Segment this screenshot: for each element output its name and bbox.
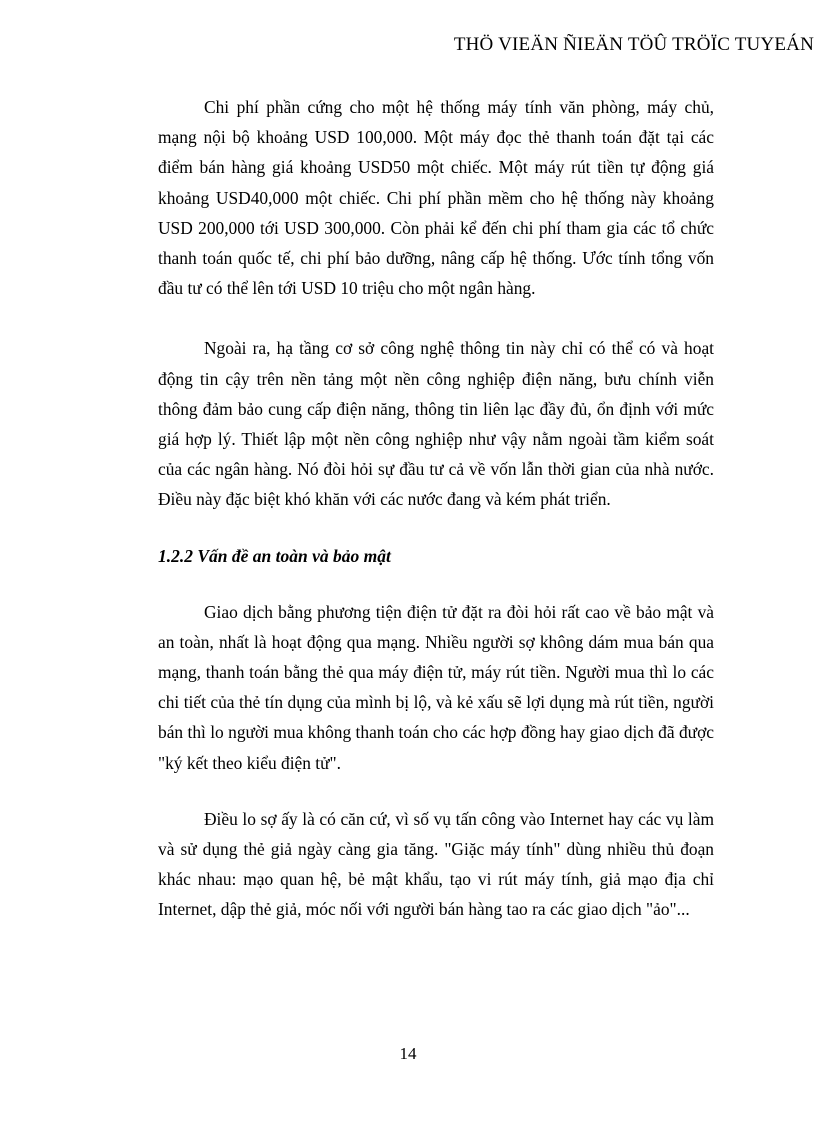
paragraph-spacer [158,778,714,804]
paragraph-security-concerns: Giao dịch bằng phương tiện điện tử đặt ra đòi hỏi rất cao về bảo mật và an toàn, nhất là hoạt động qua mạng. Nhiều người sợ không dám mua bán qua mạng, thanh toán bằng thẻ qua máy điện tử, máy rút tiền. Người mua thì lo các chi tiết của thẻ tín dụng của mình bị lộ, và kẻ xấu sẽ lợi dụng mà rút tiền, người bán thì lo người mua không thanh toán cho các hợp đồng hay giao dịch đã được "ký kết theo kiểu điện tử". [158,601,714,773]
page-number: 14 [399,1044,417,1063]
paragraph-spacer [158,303,714,333]
running-header: THÖ VIEÄN ÑIEÄN TÖÛ TRÖÏC TUYEÁN [453,34,814,55]
page-body [158,92,714,925]
paragraph-infrastructure: Ngoài ra, hạ tầng cơ sở công nghệ thông tin này chỉ có thể có và hoạt động tin cậy trên nền tảng một nền công nghiệp điện năng, bưu chính viễn thông đảm bảo cung cấp điện năng, thông tin liên lạc đầy đủ, ổn định với mức giá hợp lý. Thiết lập một nền công nghiệp như vậy nằm ngoài tầm kiểm soát của các ngân hàng. Nó đòi hỏi sự đầu tư cả về vốn lẫn thời gian của nhà nước. Điều này đặc biệt khó khăn với các nước đang và kém phát triển. [158,338,714,510]
paragraph-cyber-attacks: Điều lo sợ ấy là có căn cứ, vì số vụ tấn công vào Internet hay các vụ làm và sử dụng thẻ giả ngày càng gia tăng. "Giặc máy tính" dùng nhiều thủ đoạn khác nhau: mạo quan hệ, bẻ mật khẩu, tạo vi rút máy tính, giả mạo địa chỉ Internet, dập thẻ giả, móc nối với người bán hàng tao ra các giao dịch "ảo"... [158,808,714,920]
paragraph-spacer [158,571,714,597]
section-heading: 1.2.2 Vấn đề an toàn và bảo mật [158,545,391,566]
paragraph-spacer [158,515,714,541]
paragraph-hardware-costs: Chi phí phần cứng cho một hệ thống máy tính văn phòng, máy chủ, mạng nội bộ khoảng USD 100,000. Một máy đọc thẻ thanh toán đặt tại các điểm bán hàng giá khoảng USD50 một chiếc. Một máy rút tiền tự động giá khoảng USD40,000 một chiếc. Chi phí phần mềm cho hệ thống này khoảng USD 200,000 tới USD 300,000. Còn phải kể đến chi phí tham gia các tổ chức thanh toán quốc tế, chi phí bảo dưỡng, nâng cấp hệ thống. Ước tính tổng vốn đầu tư có thể lên tới USD 10 triệu cho một ngân hàng. [158,97,714,299]
